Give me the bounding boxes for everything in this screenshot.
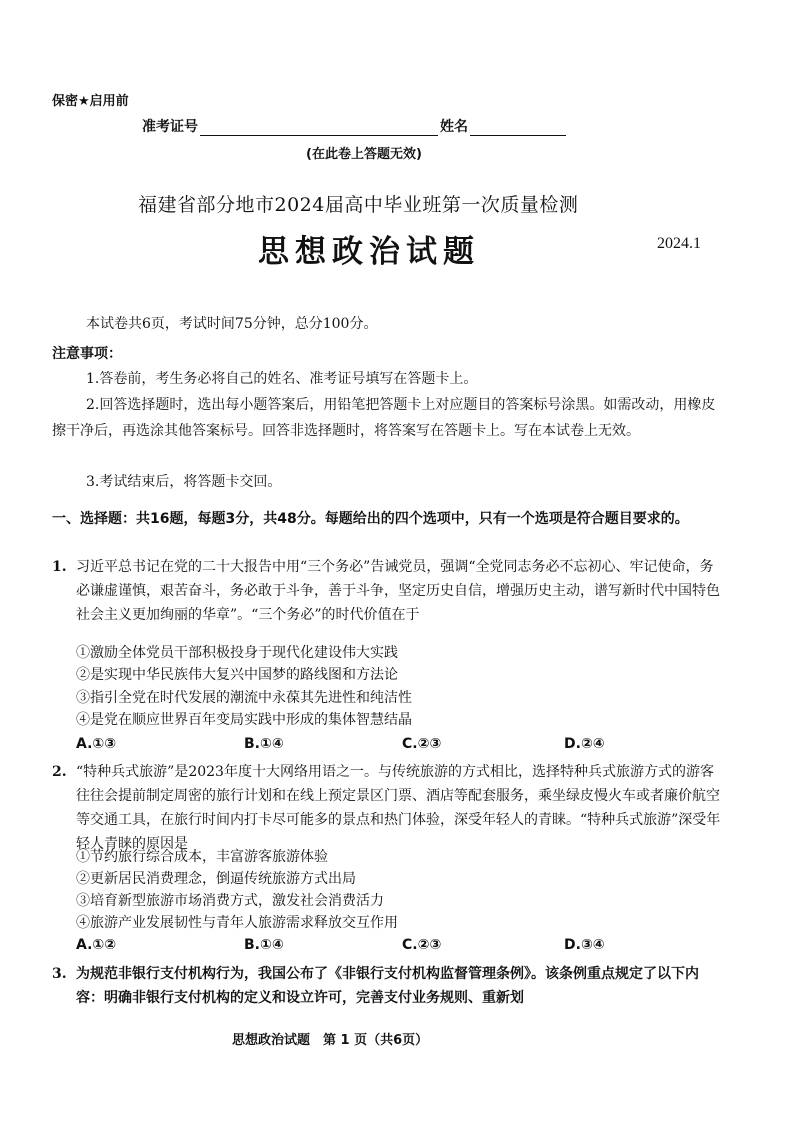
notice-item: 2.回答选择题时，选出每小题答案后，用铅笔把答题卡上对应题目的答案标号涂黑。如需改动，用橡皮擦干净后，再选涂其他答案标号。回答非选择题时，将答案写在答题卡上。写在本试卷上无效。 [52,397,716,439]
invalid-note: (在此卷上答题无效) [306,147,422,162]
question-option: ①节约旅行综合成本，丰富游客旅游体验 [76,849,328,865]
exam-title: 福建省部分地市2024届高中毕业班第一次质量检测 [138,194,579,216]
subject-title: 思想政治试题 [258,234,480,270]
question-option: ②是实现中华民族伟大复兴中国梦的路线图和方法论 [76,667,398,683]
question-option: ④是党在顺应世界百年变局实践中形成的集体智慧结晶 [76,712,412,728]
question-stem [52,760,726,856]
question-text: “特种兵式旅游”是2023年度十大网络用语之一。与传统旅游的方式相比，选择特种兵式旅游方式的游客往往会提前制定周密的旅行计划和在线上预定景区门票、酒店等配套服务，乘坐绿皮慢火车或者廉价航空等交通工具，在旅行时间内打卡尽可能多的景点和热门体验，深受年轻人的青睐。“特种兵式旅游”深受年轻人青睐的原因是 [76,764,721,852]
exam-id-blank [200,121,438,136]
exam-intro: 本试卷共6页，考试时间75分钟，总分100分。 [86,316,378,332]
notice-heading: 注意事项： [52,346,122,362]
section-heading: 一、选择题：共16题，每题3分，共48分。每题给出的四个选项中，只有一个选项是符合题目要求的。 [52,511,689,527]
name-blank [470,121,566,136]
question-option: ④旅游产业发展韧性与青年人旅游需求释放交互作用 [76,915,398,931]
choice-c: C.②③ [402,736,442,752]
question-number: 3. [52,966,67,982]
question-option: ②更新居民消费理念，倒逼传统旅游方式出局 [76,871,356,887]
question-stem [52,555,726,627]
question-option: ①激励全体党员干部积极投身于现代化建设伟大实践 [76,645,398,661]
page-footer: 思想政治试题 第 1 页（共6页） [232,1033,429,1048]
confidential-label: 保密★启用前 [52,94,129,109]
choice-c: C.②③ [402,937,442,953]
candidate-info-line [142,116,568,136]
choice-a: A.①② [76,937,117,953]
question-text: 为规范非银行支付机构行为，我国公布了《非银行支付机构监督管理条例》。该条例重点规定了以下内容：明确非银行支付机构的定义和设立许可，完善支付业务规则、重新划 [76,966,699,1006]
name-label: 姓名 [440,119,468,135]
question-stem [52,962,726,1010]
notice-item: 3.考试结束后，将答题卡交回。 [86,474,282,490]
question-text: 习近平总书记在党的二十大报告中用“三个务必”告诫党员，强调“全党同志务必不忘初心、牢记使命，务必谦虚谨慎，艰苦奋斗，务必敢于斗争，善于斗争，坚定历史自信，增强历史主动，谱写新时代中国特色社会主义更加绚丽的华章”。“三个务必”的时代价值在于 [76,559,720,623]
question-option: ③培育新型旅游市场消费方式，激发社会消费活力 [76,893,384,909]
choice-b: B.①④ [244,736,284,752]
notice-item: 1.答卷前，考生务必将自己的姓名、准考证号填写在答题卡上。 [86,371,478,387]
choice-b: B.①④ [244,937,284,953]
choice-d: D.③④ [564,937,605,953]
choice-a: A.①③ [76,736,117,752]
question-number: 1. [52,559,67,575]
exam-id-label: 准考证号 [142,119,198,135]
question-number: 2. [52,764,67,780]
choice-d: D.②④ [564,736,605,752]
question-option: ③指引全党在时代发展的潮流中永葆其先进性和纯洁性 [76,690,412,706]
exam-date: 2024.1 [657,235,701,252]
